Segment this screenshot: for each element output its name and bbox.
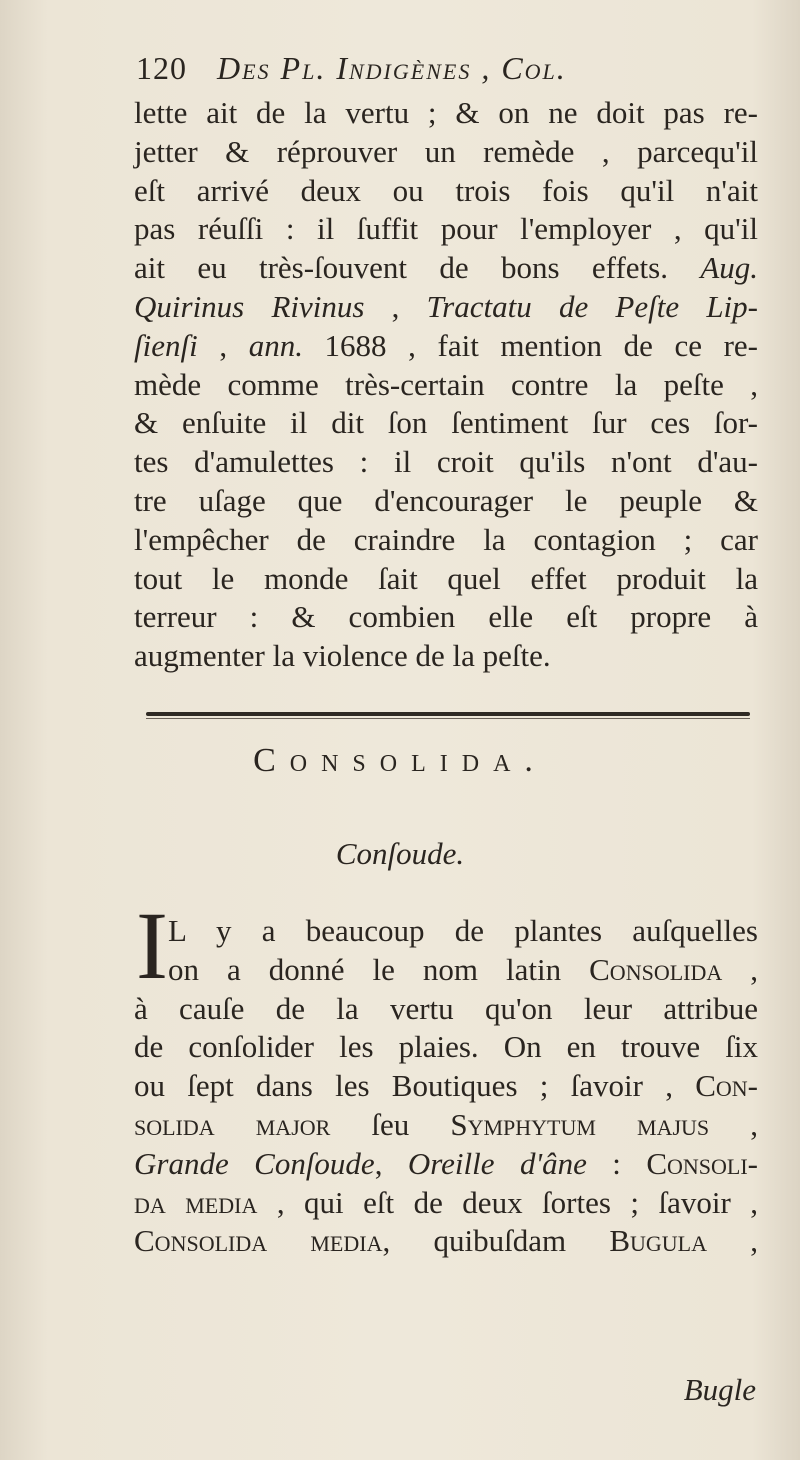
citation-line bbox=[134, 288, 758, 327]
plant-name: Consoli- bbox=[646, 1145, 759, 1181]
text-fragment: 1688 , fait mention de ce re- bbox=[302, 327, 759, 363]
text-line: tout le monde ſait quel effet produit la bbox=[134, 560, 758, 596]
section-heading: Consolida. bbox=[253, 742, 547, 779]
drop-cap: I bbox=[136, 892, 168, 999]
text-fragment: , bbox=[374, 1145, 408, 1181]
plant-name: Bugula bbox=[609, 1223, 707, 1259]
text-line: eſt arrivé deux ou trois fois qu'il n'ait bbox=[134, 172, 758, 208]
separator: , bbox=[197, 327, 249, 363]
text-line: jetter & réprouver un remède , parcequ'il bbox=[134, 133, 758, 169]
text-line-with-citation bbox=[134, 249, 758, 288]
text-line bbox=[134, 951, 758, 990]
paragraph-consolida bbox=[134, 912, 758, 1261]
plant-name: Consolida media bbox=[134, 1223, 383, 1259]
plant-name: da media bbox=[134, 1184, 258, 1220]
catchword: Bugle bbox=[683, 1372, 756, 1407]
text-fragment: , qui eſt de deux ſortes ; ſavoir , bbox=[257, 1184, 758, 1220]
separator: , bbox=[364, 288, 427, 324]
page-number: 120 bbox=[136, 50, 187, 86]
text-line: terreur : & combien elle eſt propre à bbox=[134, 599, 758, 635]
citation-line bbox=[134, 327, 758, 366]
work-title-cont: ſienſi bbox=[134, 327, 198, 363]
section-divider-thin bbox=[146, 718, 750, 719]
plant-name: Con- bbox=[695, 1068, 758, 1104]
running-header bbox=[136, 50, 696, 87]
running-title: Des Pl. Indigènes , Col. bbox=[217, 50, 567, 86]
common-name: Grande Conſoude bbox=[134, 1145, 375, 1181]
plant-name: Symphytum majus bbox=[450, 1106, 710, 1142]
text-fragment: on a donné le nom latin bbox=[168, 951, 590, 987]
text-line bbox=[134, 1145, 758, 1184]
text-fragment: ait eu très-ſouvent de bons effets. bbox=[134, 250, 668, 286]
text-fragment: , quibuſdam bbox=[382, 1223, 610, 1259]
plant-name: solida major bbox=[134, 1106, 331, 1142]
section-subheading: Conſoude. bbox=[335, 836, 465, 871]
plant-name: Consolida bbox=[589, 951, 723, 987]
text-fragment: : bbox=[586, 1145, 647, 1181]
work-title: Tractatu de Peſte Lip- bbox=[426, 288, 758, 324]
text-line bbox=[134, 1184, 758, 1223]
text-line bbox=[134, 1106, 758, 1145]
text-line: mède comme très-certain contre la peſte , bbox=[134, 366, 758, 402]
text-line bbox=[134, 1222, 758, 1261]
text-fragment: , bbox=[707, 1223, 758, 1259]
text-line bbox=[134, 1067, 758, 1106]
author-name: Quirinus Rivinus bbox=[134, 288, 365, 324]
text-line: à cauſe de la vertu qu'on leur attribue bbox=[134, 990, 758, 1026]
year-abbrev: ann. bbox=[248, 327, 303, 363]
text-line: de conſolider les plaies. On en trouve ſix bbox=[134, 1029, 758, 1065]
section-divider bbox=[146, 712, 750, 716]
text-line: & enſuite il dit ſon ſentiment ſur ces ſor- bbox=[134, 405, 758, 441]
text-fragment: , bbox=[709, 1106, 758, 1142]
text-fragment: , bbox=[722, 951, 759, 987]
text-line: pas réuſſi : il ſuffit pour l'employer , qu'il bbox=[134, 211, 758, 247]
text-fragment: ſeu bbox=[330, 1106, 451, 1142]
text-line: tre uſage que d'encourager le peuple & bbox=[134, 482, 758, 518]
text-line: L y a beaucoup de plantes auſquelles bbox=[168, 913, 758, 948]
common-name: Oreille d'âne bbox=[407, 1145, 587, 1181]
text-line: tes d'amulettes : il croit qu'ils n'ont d'au- bbox=[134, 444, 758, 480]
text-fragment: ou ſept dans les Boutiques ; ſavoir , bbox=[134, 1068, 696, 1104]
text-line: lette ait de la vertu ; & on ne doit pas re- bbox=[134, 95, 758, 130]
citation-abbrev: Aug. bbox=[700, 250, 758, 286]
paragraph-continued bbox=[134, 94, 758, 676]
text-line: augmenter la violence de la peſte. bbox=[134, 638, 551, 674]
text-line: l'empêcher de craindre la contagion ; car bbox=[134, 521, 758, 557]
